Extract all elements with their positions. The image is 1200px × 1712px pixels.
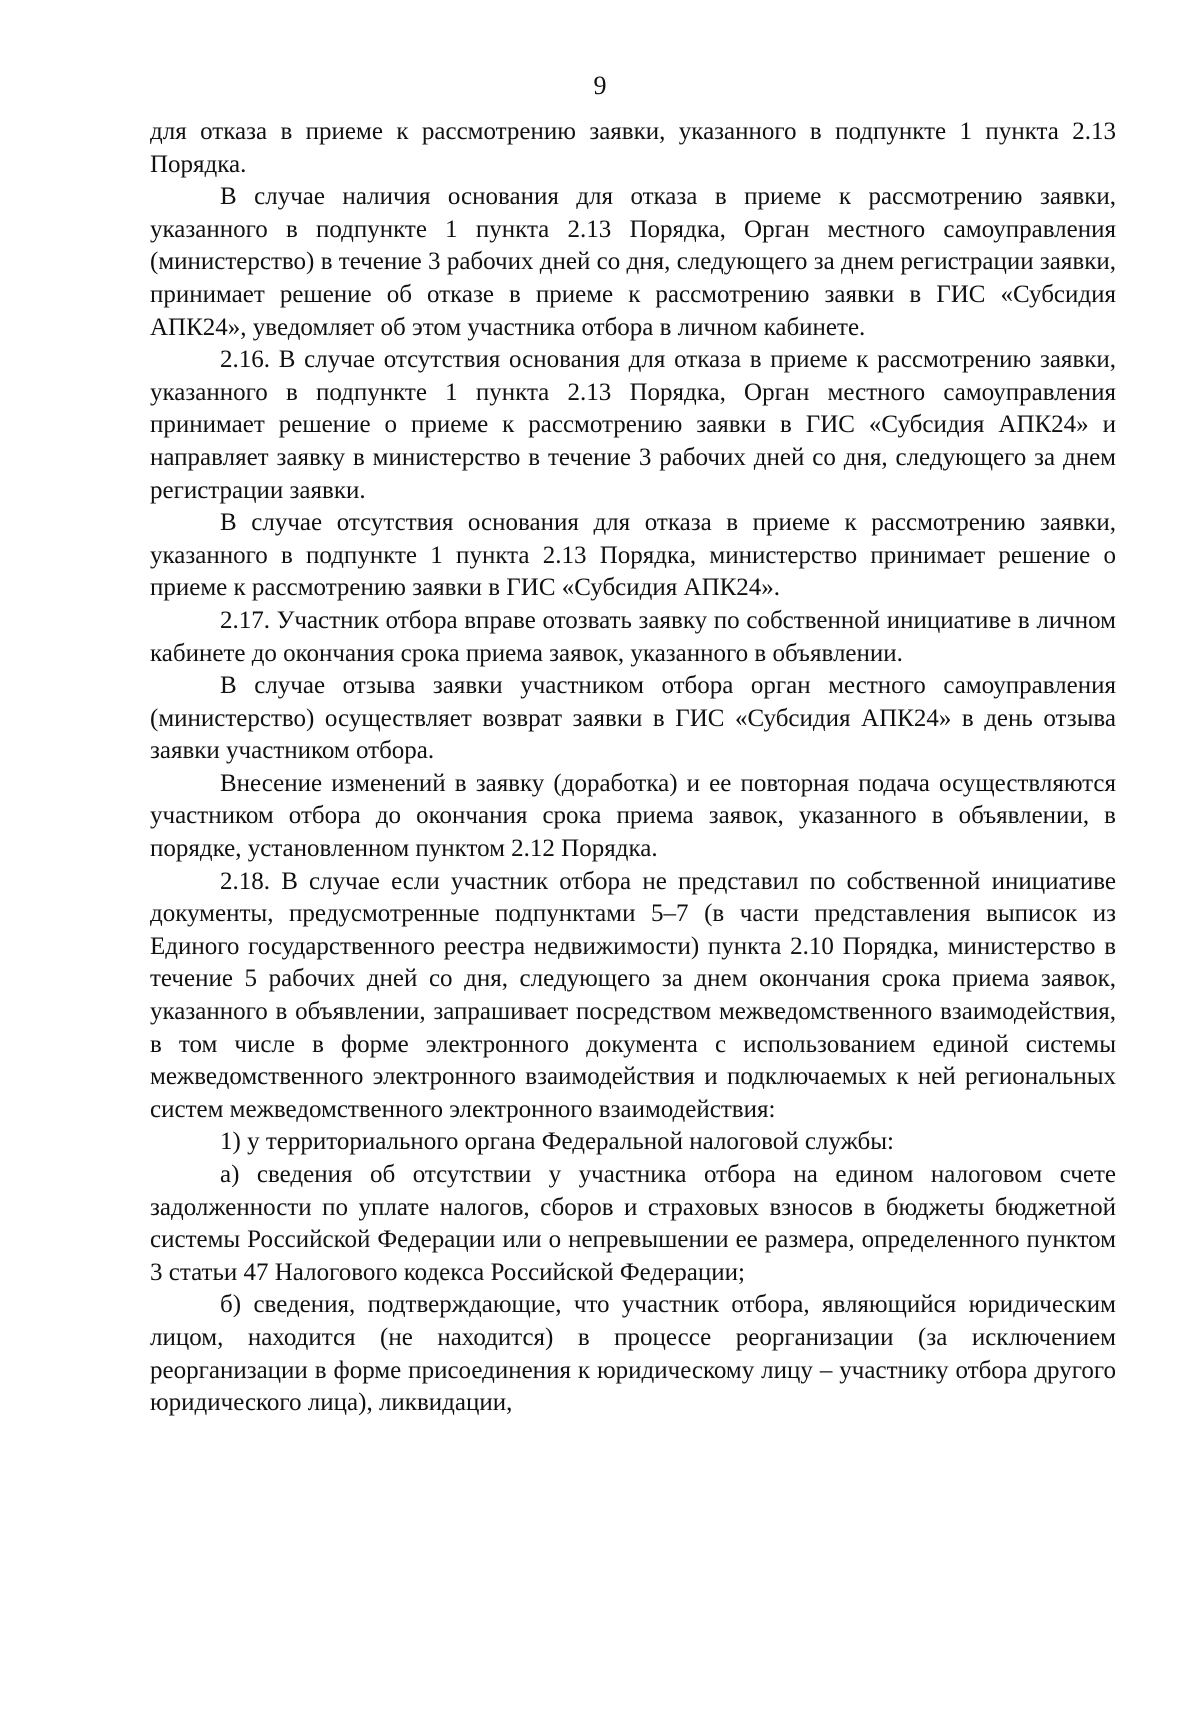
paragraph-2-16: 2.16. В случае отсутствия основания для отказа в приеме к рассмотрению заявки, указанного в подпункте 1 пункта 2.13 Порядка, Орган местного самоуправления принимает решение о приеме к рассмотрению заявки в ГИС «Субсидия АПК24» и направляет заявку в министерство в течение 3 рабочих дней со дня, следующего за днем регистрации заявки. (150, 346, 1116, 504)
paragraph-ministry-acceptance: В случае отсутствия основания для отказа в приеме к рассмотрению заявки, указанного в подпункте 1 пункта 2.13 Порядка, министерство принимает решение о приеме к рассмотрению заявки в ГИС «Субсидия АПК24». (150, 509, 1116, 602)
paragraph-refusal-case: В случае наличия основания для отказа в приеме к рассмотрению заявки, указанного в подпункте 1 пункта 2.13 Порядка, Орган местного самоуправления (министерство) в течение 3 рабочих дней со дня, следующего за днем регистрации заявки, принимает решение об отказе в приеме к рассмотрению заявки в ГИС «Субсидия АПК24», уведомляет об этом участника отбора в личном кабинете. (150, 183, 1116, 341)
paragraph-amendments: Внесение изменений в заявку (доработка) и ее повторная подача осуществляются участником отбора до окончания срока приема заявок, указанного в объявлении, в порядке, установленном пунктом 2.12 Порядка. (150, 769, 1116, 863)
list-item-a: а) сведения об отсутствии у участника отбора на едином налоговом счете задолженности по уплате налогов, сборов и страховых взносов в бюджеты бюджетной системы Российской Федерации или о непревышении ее размера, определенного пунктом 3 статьи 47 Налогового кодекса Российской Федерации; (150, 1161, 1116, 1286)
document-body (150, 116, 1116, 1420)
list-item-b: б) сведения, подтверждающие, что участник отбора, являющийся юридическим лицом, находится (не находится) в процессе реорганизации (за исключением реорганизации в форме присоединения к юридическому лицу – участнику отбора другого юридического лица), ликвидации, (150, 1291, 1116, 1417)
paragraph-2-17: 2.17. Участник отбора вправе отозвать заявку по собственной инициативе в личном кабинете до окончания срока приема заявок, указанного в объявлении. (150, 606, 1116, 667)
page-number: 9 (593, 71, 607, 100)
paragraph-2-18: 2.18. В случае если участник отбора не представил по собственной инициативе документы, предусмотренные подпунктами 5–7 (в части представления выписок из Единого государственного реестра недвижимости) пункта 2.10 Порядка, министерство в течение 5 рабочих дней со дня, следующего за днем окончания срока приема заявок, указанного в объявлении, запрашивает посредством межведомственного взаимодействия, в том числе в форме электронного документа с использованием единой системы межведомственного электронного взаимодействия и подключаемых к ней региональных систем межведомственного электронного взаимодействия: (150, 867, 1116, 1123)
paragraph-continuation: для отказа в приеме к рассмотрению заявки, указанного в подпункте 1 пункта 2.13 Порядка. (150, 118, 1116, 178)
paragraph-withdrawal-return: В случае отзыва заявки участником отбора орган местного самоуправления (министерство) осуществляет возврат заявки в ГИС «Субсидия АПК24» в день отзыва заявки участником отбора. (150, 672, 1116, 765)
list-item-1: 1) у территориального органа Федеральной налоговой службы: (220, 1128, 894, 1156)
